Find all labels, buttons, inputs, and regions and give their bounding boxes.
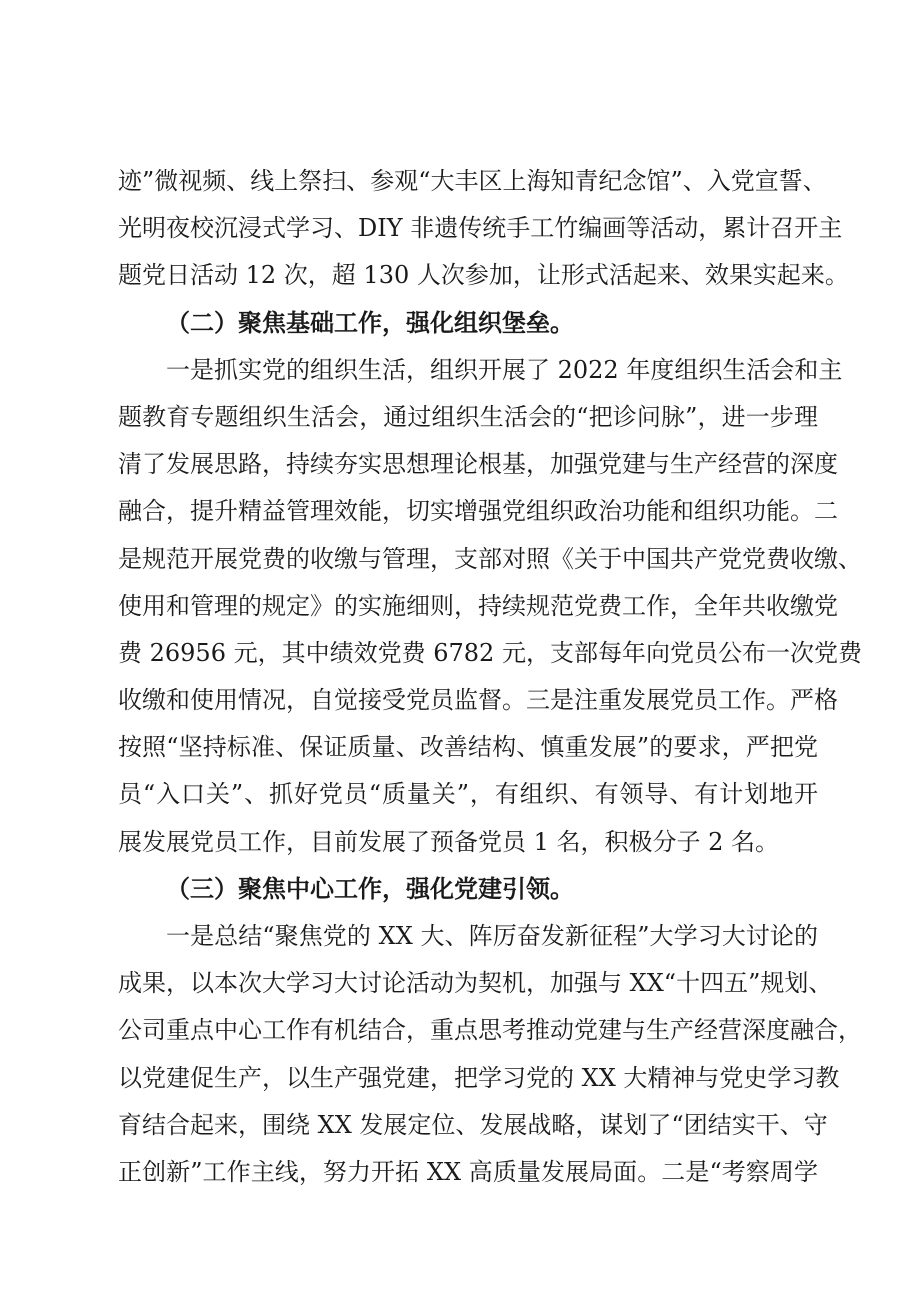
text-line: 光明夜校沉浸式学习、DIY 非遗传统手工竹编画等活动，累计召开主 <box>118 214 843 243</box>
text-line: 使用和管理的规定》的实施细则，持续规范党费工作，全年共收缴党 <box>118 591 838 620</box>
text-line: 正创新”工作主线，努力开拓 XX 高质量发展局面。二是“考察周学 <box>118 1157 818 1186</box>
document-body <box>118 158 862 1196</box>
text-line: 清了发展思路，持续夯实思想理论根基，加强党建与生产经营的深度 <box>118 450 838 479</box>
text-line: 成果，以本次大学习大讨论活动为契机，加强与 XX“十四五”规划、 <box>118 969 833 998</box>
paragraph <box>118 913 862 1196</box>
text-line: 迹”微视频、线上祭扫、参观“大丰区上海知青纪念馆”、入党宣誓、 <box>118 167 827 195</box>
section-heading-2: （二）聚焦基础工作，强化组织堡垒。 <box>166 308 574 337</box>
text-line: 公司重点中心工作有机结合，重点思考推动党建与生产经营深度融合， <box>118 1016 862 1045</box>
text-line: 展发展党员工作，目前发展了预备党员 1 名，积极分子 2 名。 <box>118 827 780 856</box>
text-line: 员“入口关”、抓好党员“质量关”，有组织、有领导、有计划地开 <box>118 780 818 809</box>
text-line: 按照“坚持标准、保证质量、改善结构、慎重发展”的要求，严把党 <box>118 733 818 762</box>
text-line: 费 26956 元，其中绩效党费 6782 元，支部每年向党员公布一次党费 <box>118 638 862 667</box>
text-line: 是规范开展党费的收缴与管理，支部对照《关于中国共产党党费收缴、 <box>118 544 862 573</box>
paragraph-continued <box>118 158 849 300</box>
text-line: 融合，提升精益管理效能，切实增强党组织政治功能和组织功能。二 <box>118 497 838 526</box>
text-line: 题党日活动 12 次，超 130 人次参加，让形式活起来、效果实起来。 <box>118 261 849 290</box>
text-line: 一是总结“聚焦党的 XX 大、阵厉奋发新征程”大学习大讨论的 <box>166 922 818 950</box>
text-line: 以党建促生产，以生产强党建，把学习党的 XX 大精神与党史学习教 <box>118 1063 840 1092</box>
text-line: 题教育专题组织生活会，通过组织生活会的“把诊问脉”，进一步理 <box>118 402 818 431</box>
text-line: 收缴和使用情况，自觉接受党员监督。三是注重发展党员工作。严格 <box>118 686 838 715</box>
section-heading-3: （三）聚焦中心工作，强化党建引领。 <box>166 874 574 903</box>
text-line: 一是抓实党的组织生活，组织开展了 2022 年度组织生活会和主 <box>166 355 843 384</box>
text-line: 育结合起来，围绕 XX 发展定位、发展战略，谋划了“团结实干、守 <box>118 1110 828 1139</box>
paragraph <box>118 347 862 866</box>
